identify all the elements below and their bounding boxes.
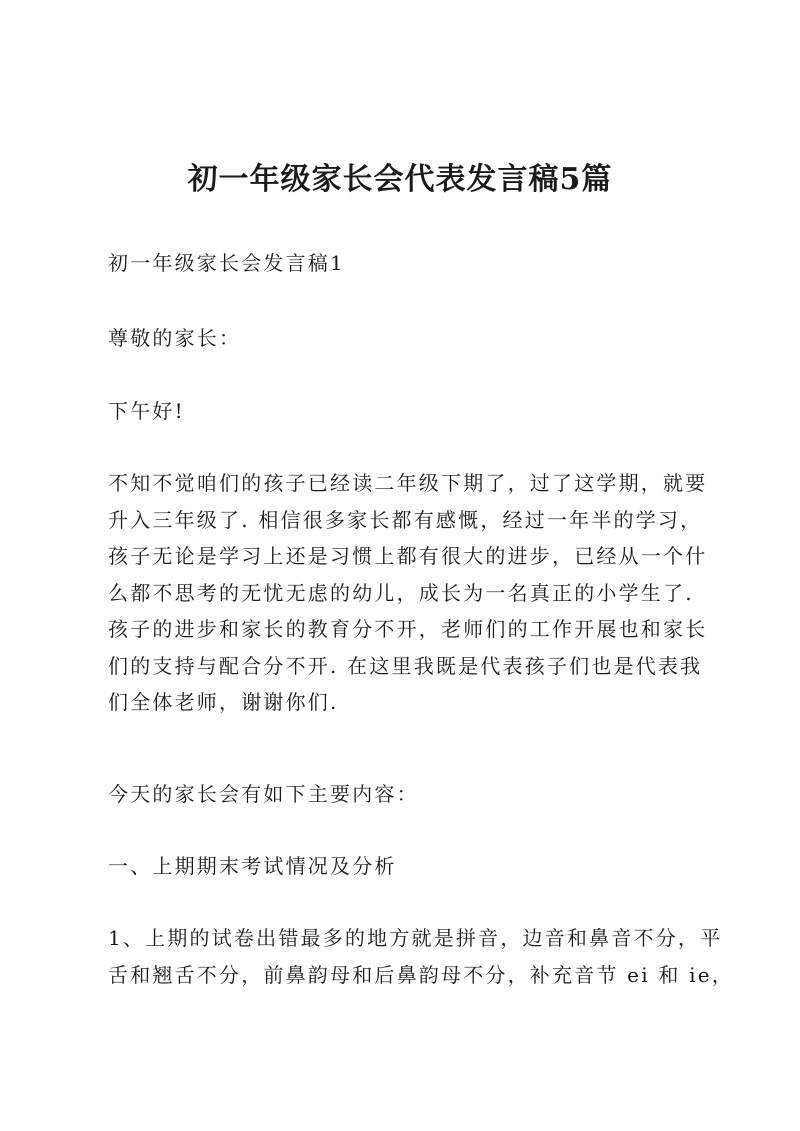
text-line: 尊敬的家长： [108,326,242,350]
text-line: 么都不思考的无忧无虑的幼儿，成长为一名真正的小学生了. [108,580,694,605]
text-line: 初一年级家长会发言稿1 [108,251,345,275]
greeting [108,393,698,430]
agenda-intro [108,776,698,813]
subsection-heading [108,848,698,885]
text-line: 孩子无论是学习上还是习惯上都有很大的进步，已经从一个什 [108,544,708,568]
salutation [108,320,698,357]
text-line: 一、上期期末考试情况及分析 [108,854,397,878]
text-line: 今天的家长会有如下主要内容： [108,782,419,806]
text-line: 升入三年级了. 相信很多家长都有感慨，经过一年半的学习， [108,507,703,532]
document-title: 初一年级家长会代表发言稿5篇 [187,162,613,197]
text-line: 1、上期的试卷出错最多的地方就是拼音，边音和鼻音不分，平 [108,926,723,950]
text-line: 下午好! [108,399,185,423]
numbered-paragraph [108,920,734,993]
text-line: 不知不觉咱们的孩子已经读二年级下期了，过了这学期，就要 [108,471,708,495]
text-line: 们的支持与配合分不开. 在这里我既是代表孩子们也是代表我 [108,653,703,678]
text-line: 孩子的进步和家长的教育分不开，老师们的工作开展也和家长 [108,617,708,641]
body-paragraph [108,465,708,721]
text-line: 们全体老师，谢谢你们. [108,690,339,714]
text-line: 舌和翘舌不分，前鼻韵母和后鼻韵母不分，补充音节 ei 和 ie， [108,962,734,987]
section-heading [108,245,698,282]
